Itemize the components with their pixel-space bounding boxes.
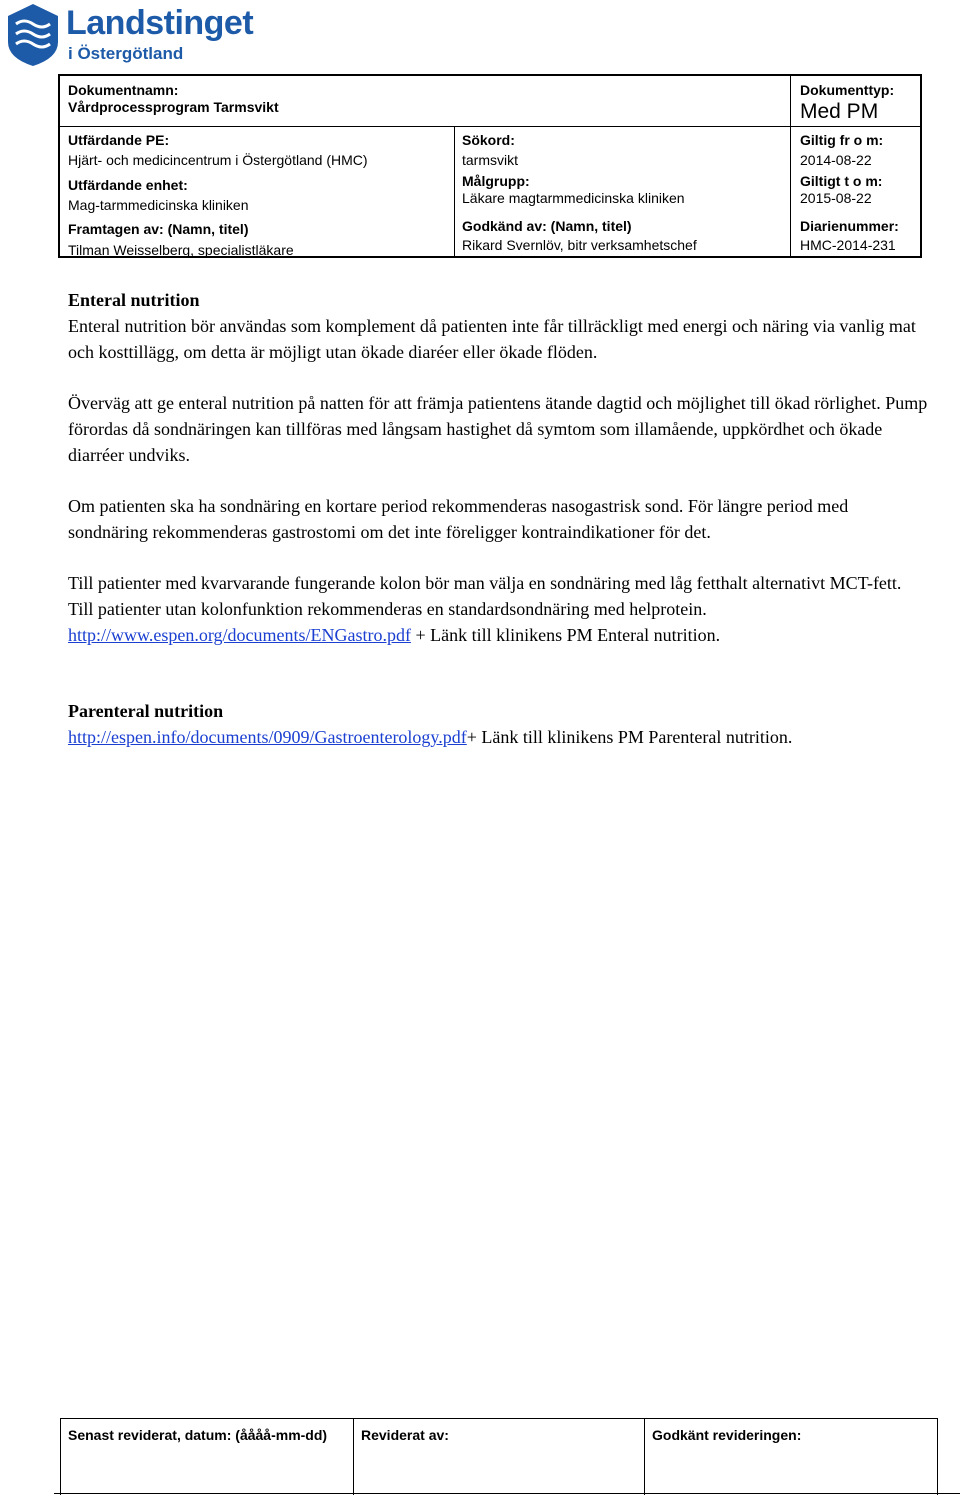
- logo-emblem-icon: [2, 2, 64, 68]
- logo-text-ostergotland: i Östergötland: [68, 44, 184, 63]
- revision-footer-table: [60, 1418, 938, 1495]
- paragraph-kolon-text: Till patienter med kvarvarande fungerande kolon bör man välja en sondnäring med låg fetthalt alternativt MCT-fett. Till patienter utan kolonfunktion rekommenderas en standardsondnäring med helprotein.: [68, 573, 902, 619]
- paragraph-kolon: [68, 570, 928, 648]
- framtagen-value: Tilman Weisselberg, specialistläkare: [68, 242, 294, 258]
- godkand-label: Godkänd av: (Namn, titel): [462, 218, 632, 234]
- utfardande-enhet-label: Utfärdande enhet:: [68, 177, 188, 193]
- document-body: [68, 287, 928, 775]
- reviderat-av-label: Reviderat av:: [361, 1427, 449, 1443]
- paragraph-sondnaring-period: Om patienten ska ha sondnäring en kortare period rekommenderas nasogastrisk sond. För längre period med sondnäring rekommenderas gastrostomi om det inte föreligger kontraindikationer för det.: [68, 496, 849, 542]
- doc-type-value: Med PM: [800, 100, 879, 123]
- giltig-to-label: Giltigt t o m:: [800, 173, 883, 189]
- godkant-revideringen-label: Godkänt revideringen:: [652, 1427, 802, 1443]
- doc-name-value: Vårdprocessprogram Tarmsvikt: [68, 99, 279, 115]
- header-divider-vertical-2: [790, 76, 791, 256]
- sokord-label: Sökord:: [462, 132, 515, 148]
- document-header-table: [58, 74, 922, 258]
- logo-text-landstinget: Landstinget: [66, 4, 254, 42]
- godkand-value: Rikard Svernlöv, bitr verksamhetschef: [462, 237, 697, 253]
- giltig-to-value: 2015-08-22: [800, 190, 872, 206]
- malgrupp-value: Läkare magtarmmedicinska kliniken: [462, 190, 685, 206]
- organization-logo: [0, 0, 270, 70]
- espen-engastro-link[interactable]: http://www.espen.org/documents/ENGastro.pdf: [68, 625, 411, 645]
- footer-bottom-rule: [54, 1493, 960, 1494]
- paragraph-enteral-intro: Enteral nutrition bör användas som komplement då patienten inte får tillräckligt med energi och näring via vanlig mat och kosttillägg, om detta är möjligt utan ökade diaréer eller ökade flöden.: [68, 316, 916, 362]
- paragraph-overvag: Överväg att ge enteral nutrition på natten för att främja patientens ätande dagtid och möjlighet till ökad rörlighet. Pump förordas då sondnäringen kan tillföras med långsam hastighet då symtom som illamående, uppkördhet och ökade diarréer undviks.: [68, 393, 928, 465]
- giltig-from-value: 2014-08-22: [800, 152, 872, 168]
- link2-suffix-text: + Länk till klinikens PM Parenteral nutrition.: [466, 727, 793, 747]
- link1-suffix-text: + Länk till klinikens PM Enteral nutrition.: [410, 625, 721, 645]
- header-divider-horizontal: [60, 126, 920, 127]
- espen-gastroenterology-link[interactable]: http://espen.info/documents/0909/Gastroenterology.pdf: [68, 727, 467, 747]
- doc-name-label: Dokumentnamn:: [68, 82, 179, 98]
- paragraph-parenteral: [68, 724, 928, 750]
- giltig-from-label: Giltig fr o m:: [800, 132, 884, 148]
- footer-divider-1: [353, 1419, 354, 1495]
- diarienummer-label: Diarienummer:: [800, 218, 899, 234]
- utfardande-pe-value: Hjärt- och medicincentrum i Östergötland (HMC): [68, 152, 368, 168]
- diarienummer-value: HMC-2014-231: [800, 237, 896, 253]
- heading-enteral-nutrition: Enteral nutrition: [68, 290, 200, 310]
- malgrupp-label: Målgrupp:: [462, 173, 530, 189]
- utfardande-pe-label: Utfärdande PE:: [68, 132, 170, 148]
- footer-divider-2: [644, 1419, 645, 1495]
- doc-type-label: Dokumenttyp:: [800, 82, 895, 98]
- sokord-value: tarmsvikt: [462, 152, 518, 168]
- header-divider-vertical-1: [454, 126, 455, 256]
- senast-reviderat-label: Senast reviderat, datum: (åååå-mm-dd): [68, 1427, 328, 1443]
- heading-parenteral-nutrition: Parenteral nutrition: [68, 701, 224, 721]
- utfardande-enhet-value: Mag-tarmmedicinska kliniken: [68, 197, 249, 213]
- framtagen-label: Framtagen av: (Namn, titel): [68, 221, 249, 237]
